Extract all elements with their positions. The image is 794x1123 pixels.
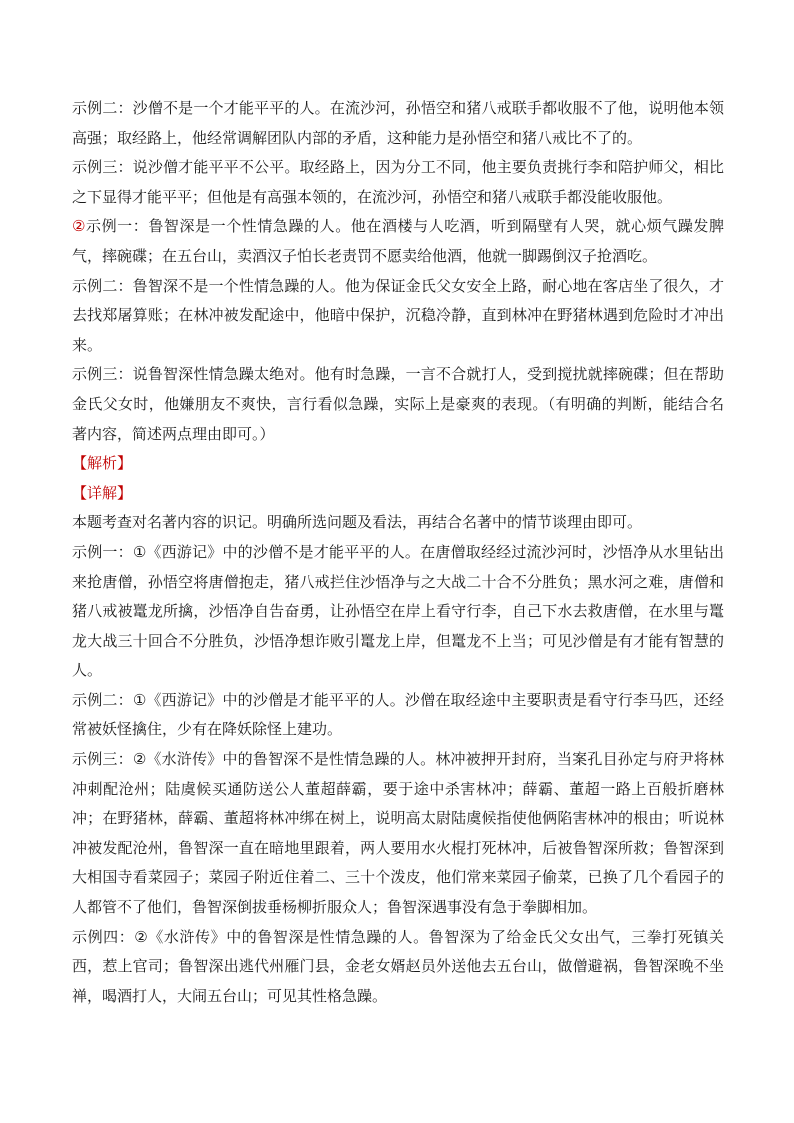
paragraph-lu-zhishen-example-1 — [72, 212, 724, 271]
paragraph-detail-example-4: 示例四：②《水浒传》中的鲁智深是性情急躁的人。鲁智深为了给金氏父女出气，三拳打死镇关西，惹上官司；鲁智深出逃代州雁门县，金老女婿赵员外送他去五台山，做僧避祸，鲁智深晚不坐禅，喝酒打人，大闹五台山；可见其性格急躁。 — [72, 927, 724, 1005]
paragraph-sha-seng-example-3: 示例三：说沙僧才能平平不公平。取经路上，因为分工不同，他主要负责挑行李和陪护师父，相比之下显得才能平平；但他是有高强本领的，在流沙河，孙悟空和猪八戒联手都没能收服他。 — [72, 158, 724, 206]
document-page — [72, 94, 724, 1011]
analysis-heading: 【解析】 — [72, 454, 133, 473]
paragraph-intro: 本题考查对名著内容的识记。明确所选问题及看法，再结合名著中的情节谈理由即可。 — [72, 513, 643, 532]
paragraph-detail-example-2: 示例二：①《西游记》中的沙僧是才能平平的人。沙僧在取经途中主要职责是看守行李马匹，还经常被妖怪擒住，少有在降妖除怪上建功。 — [72, 690, 724, 739]
detail-heading: 【详解】 — [72, 483, 133, 502]
paragraph-detail-example-1: 示例一：①《西游记》中的沙僧不是才能平平的人。在唐僧取经经过流沙河时，沙悟净从水里钻出来抢唐僧，孙悟空将唐僧抱走，猪八戒拦住沙悟净与之大战二十合不分胜负；黑水河之难，唐僧和猪八戒被鼍龙所擒，沙悟净自告奋勇，让孙悟空在岸上看守行李，自己下水去救唐僧，在水里与鼍龙大战三十回合不分胜负，沙悟净想诈败引鼍龙上岸，但鼍龙不上当；可见沙僧是有才能有智慧的人。 — [72, 542, 724, 680]
paragraph-text: 示例一：鲁智深是一个性情急躁的人。他在酒楼与人吃酒，听到隔壁有人哭，就心烦气躁发脾气，摔碗碟；在五台山，卖酒汉子怕长老责罚不愿卖给他酒，他就一脚踢倒汉子抢酒吃。 — [72, 217, 724, 265]
paragraph-lu-zhishen-example-3: 示例三：说鲁智深性情急躁太绝对。他有时急躁，一言不合就打人，受到搅扰就摔碗碟；但在帮助金氏父女时，他嫌朋友不爽快，言行看似急躁，实际上是豪爽的表现。（有明确的判断，能结合名著内容，简述两点理由即可。） — [72, 365, 724, 443]
paragraph-lu-zhishen-example-2: 示例二：鲁智深不是一个性情急躁的人。他为保证金氏父女安全上路，耐心地在客店坐了很久，才去找郑屠算账；在林冲被发配途中，他暗中保护，沉稳冷静，直到林冲在野猪林遇到危险时才冲出来。 — [72, 276, 724, 354]
paragraph-detail-example-3: 示例三：②《水浒传》中的鲁智深不是性情急躁的人。林冲被押开封府，当案孔目孙定与府尹将林冲刺配沧州；陆虞候买通防送公人董超薛霸，要于途中杀害林冲；薛霸、董超一路上百般折磨林冲；在野猪林，薛霸、董超将林冲绑在树上，说明高太尉陆虞候指使他俩陷害林冲的根由；听说林冲被发配沧州，鲁智深一直在暗地里跟着，两人要用水火棍打死林冲，后被鲁智深所救；鲁智深到大相国寺看菜园子；菜园子附近住着二、三十个泼皮，他们常来菜园子偷菜，已换了几个看园子的人都管不了他们，鲁智深倒拔垂杨柳折服众人；鲁智深遇事没有急于拳脚相加。 — [72, 750, 724, 917]
paragraph-sha-seng-example-2: 示例二：沙僧不是一个才能平平的人。在流沙河，孙悟空和猪八戒联手都收服不了他，说明他本领高强；取经路上，他经常调解团队内部的矛盾，这种能力是孙悟空和猪八戒比不了的。 — [72, 99, 724, 147]
circled-number-2: ② — [72, 217, 87, 236]
